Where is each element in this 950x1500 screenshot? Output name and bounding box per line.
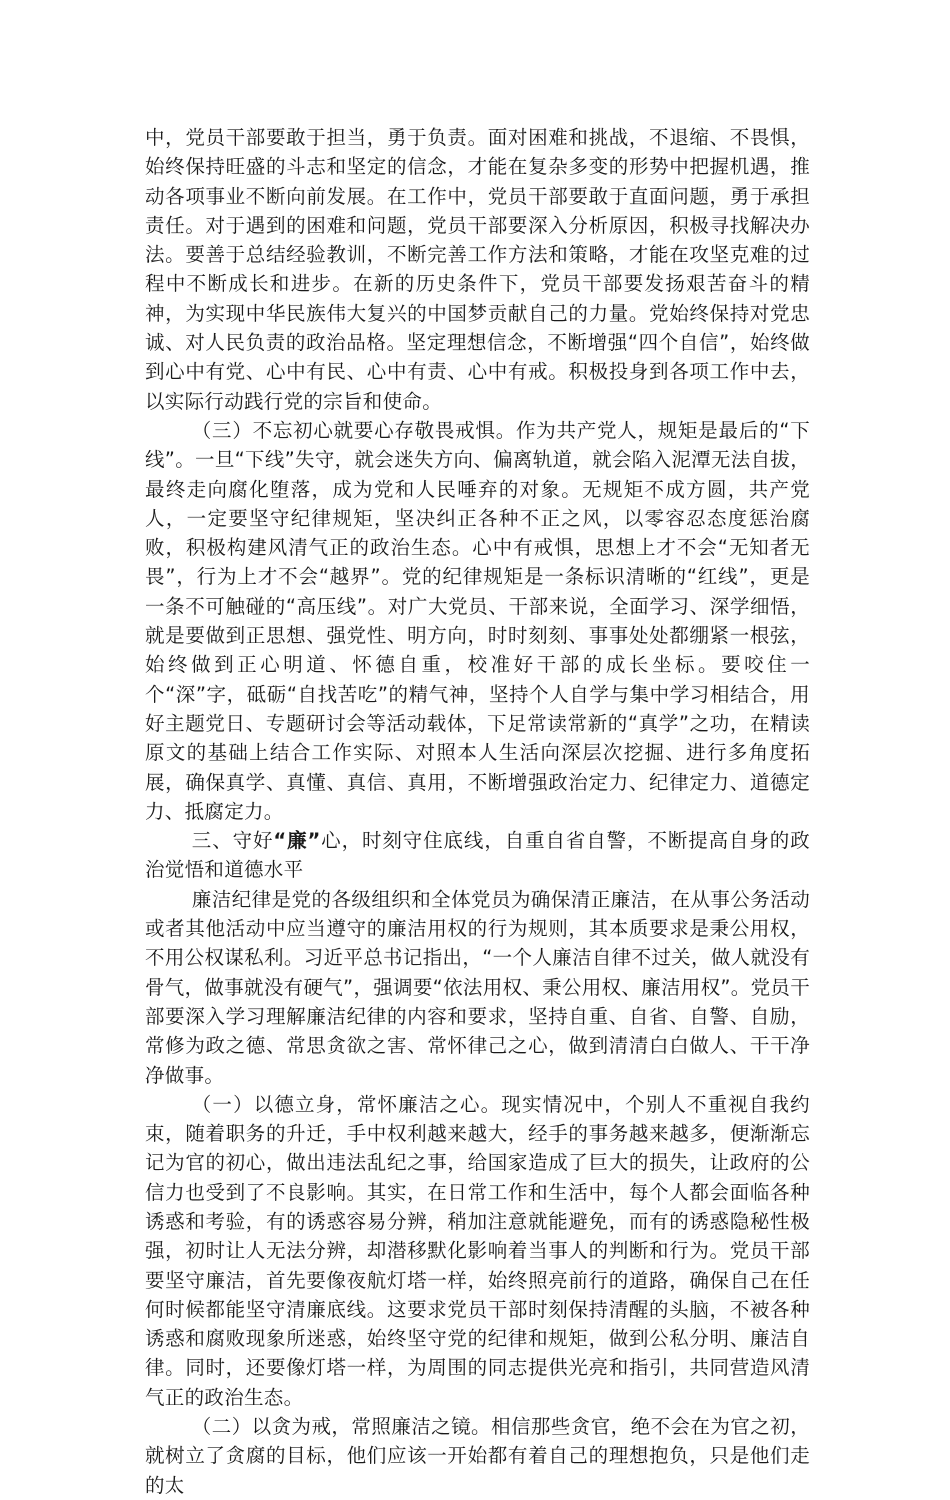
paragraph-integrity-discipline: 廉洁纪律是党的各级组织和全体党员为确保清正廉洁，在从事公务活动或者其他活动中应当遵守的廉洁用权的行为规则，其本质要求是秉公用权，不用公权谋私利。习近平总书记指出，“一个人廉洁自律不过关，做人就没有骨气，做事就没有硬气”，强调要“依法用权、秉公用权、廉洁用权”。党员干部要深入学习理解廉洁纪律的内容和要求，坚持自重、自省、自警、自励，常修为政之德、常思贪欲之害、常怀律己之心，做到清清白白做人、干干净净做事。 <box>145 887 810 1087</box>
heading-section-three-integrity <box>145 826 810 885</box>
document-body <box>145 123 810 1500</box>
paragraph-continuation: 中，党员干部要敢于担当，勇于负责。面对困难和挑战，不退缩、不畏惧，始终保持旺盛的斗志和坚定的信念，才能在复杂多变的形势中把握机遇，推动各项事业不断向前发展。在工作中，党员干部要敢于直面问题，勇于承担责任。对于遇到的困难和问题，党员干部要深入分析原因，积极寻找解决办法。要善于总结经验教训，不断完善工作方法和策略，才能在攻坚克难的过程中不断成长和进步。在新的历史条件下，党员干部要发扬艰苦奋斗的精神，为实现中华民族伟大复兴的中国梦贡献自己的力量。党始终保持对党忠诚、对人民负责的政治品格。坚定理想信念，不断增强“四个自信”，始终做到心中有党、心中有民、心中有责、心中有戒。积极投身到各项工作中去，以实际行动践行党的宗旨和使命。 <box>145 126 810 413</box>
heading-suffix: 心，时刻守住底线，自重自省自警，不断提高自身的政治觉悟和道德水平 <box>145 829 810 882</box>
heading-prefix: 三、守好 <box>191 829 274 853</box>
heading-bold-word: “廉” <box>273 829 321 853</box>
paragraph-section-three-awe: （三）不忘初心就要心存敬畏戒惧。作为共产党人，规矩是最后的“下线”。一旦“下线”失守，就会迷失方向、偏离轨道，就会陷入泥潭无法自拔，最终走向腐化堕落，成为党和人民唾弃的对象。无规矩不成方圆，共产党人，一定要坚守纪律规矩，坚决纠正各种不正之风，以零容忍态度惩治腐败，积极构建风清气正的政治生态。心中有戒惧，思想上才不会“无知者无畏”，行为上才不会“越界”。党的纪律规矩是一条标识清晰的“红线”，更是一条不可触碰的“高压线”。对广大党员、干部来说，全面学习、深学细悟，就是要做到正思想、强党性、明方向，时时刻刻、事事处处都绷紧一根弦，始终做到正心明道、怀德自重，校准好干部的成长坐标。要咬住一个“深”字，砥砺“自找苦吃”的精气神，坚持个人自学与集中学习相结合，用好主题党日、专题研讨会等活动载体，下足常读常新的“真学”之功，在精读原文的基础上结合工作实际、对照本人生活向深层次挖掘、进行多角度拓展，确保真学、真懂、真信、真用，不断增强政治定力、纪律定力、道德定力、抵腐定力。 <box>145 418 810 823</box>
paragraph-subsection-one-virtue: （一）以德立身，常怀廉洁之心。现实情况中，个别人不重视自我约束，随着职务的升迁，手中权利越来越大，经手的事务越来越多，便渐渐忘记为官的初心，做出违法乱纪之事，给国家造成了巨大的损失，让政府的公信力也受到了不良影响。其实，在日常工作和生活中，每个人都会面临各种诱惑和考验，有的诱惑容易分辨，稍加注意就能避免，而有的诱惑隐秘性极强，初时让人无法分辨，却潜移默化影响着当事人的判断和行为。党员干部要坚守廉洁，首先要像夜航灯塔一样，始终照亮前行的道路，确保自己在任何时候都能坚守清廉底线。这要求党员干部时刻保持清醒的头脑，不被各种诱惑和腐败现象所迷惑，始终坚守党的纪律和规矩，做到公私分明、廉洁自律。同时，还要像灯塔一样，为周围的同志提供光亮和指引，共同营造风清气正的政治生态。 <box>145 1092 810 1409</box>
paragraph-subsection-two-greed: （二）以贪为戒，常照廉洁之镜。相信那些贪官，绝不会在为官之初，就树立了贪腐的目标，他们应该一开始都有着自己的理想抱负，只是他们走的太 <box>145 1415 810 1497</box>
